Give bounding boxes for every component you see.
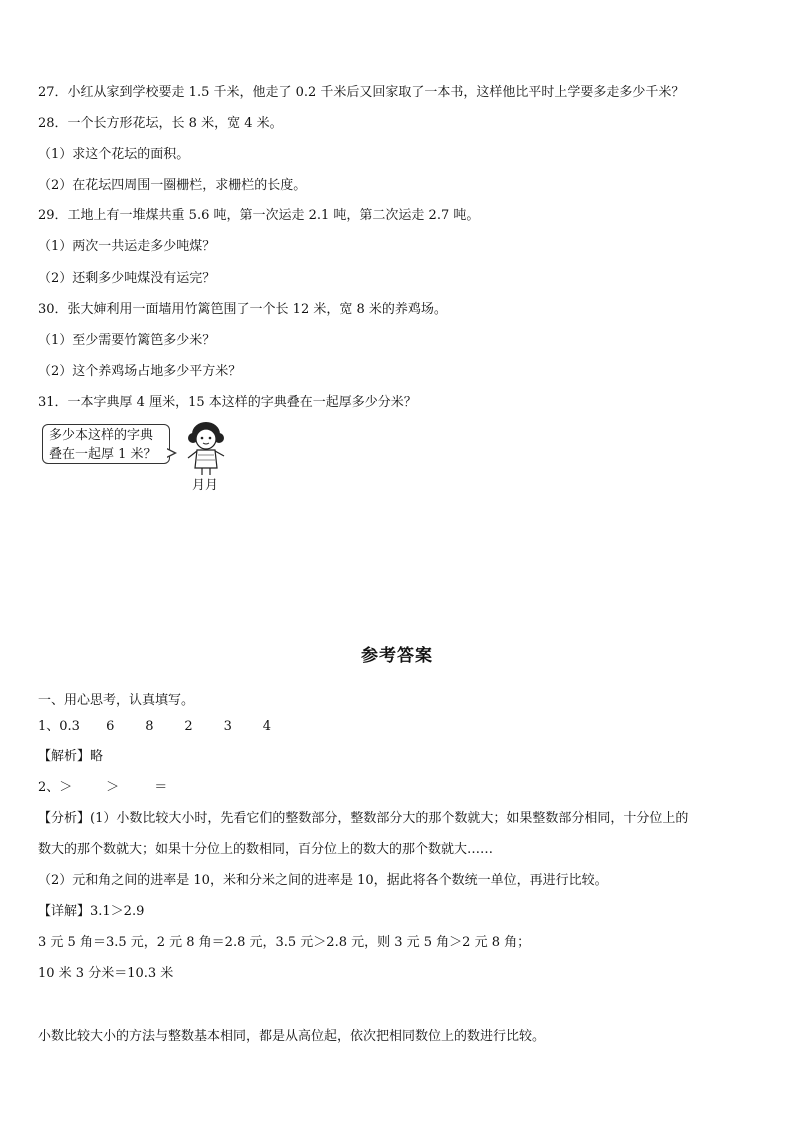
question-29-part-2: （2）还剩多少吨煤没有运完？ (38, 271, 216, 286)
speech-bubble (42, 424, 170, 464)
answer-1-value: 2 (184, 719, 193, 734)
question-30-part-2: （2）这个养鸡场占地多少平方米？ (38, 364, 242, 379)
answer-2-analysis-line-2: 数大的那个数就大；如果十分位上的数相同，百分位上的数大的那个数就大…… (38, 842, 494, 857)
girl-name-label: 月月 (192, 478, 219, 493)
answer-1-value: 6 (106, 719, 115, 734)
answer-2-analysis-line-1: 【分析】(1）小数比较大小时，先看它们的整数部分，整数部分大的那个数就大；如果整数部分相同，十分位上的 (38, 811, 689, 826)
answer-2-label: 2、＞ (38, 780, 73, 795)
answer-2-detail: 【详解】3.1＞2.9 (38, 904, 145, 919)
answer-1-analysis: 【解析】略 (38, 749, 104, 764)
answer-2-detail-line-2: 3 元 5 角＝3.5 元，2 元 8 角＝2.8 元，3.5 元＞2.8 元，则 3 元 5 角＞2 元 8 角； (38, 935, 531, 950)
speech-bubble-tail-fill (166, 449, 174, 457)
speech-bubble-line-1: 多少本这样的字典 (49, 428, 154, 443)
question-30: 30．张大婶利用一面墙用竹篱笆围了一个长 12 米，宽 8 米的养鸡场。 (38, 302, 447, 317)
girl-illustration-icon (178, 420, 234, 476)
answer-2-row (38, 779, 189, 797)
answer-1-row (38, 718, 298, 736)
answer-1-label: 1、0.3 (38, 719, 80, 734)
answer-1-value: 3 (223, 719, 232, 734)
answer-2-detail-line-3: 10 米 3 分米＝10.3 米 (38, 966, 174, 981)
question-28-part-2: （2）在花坛四周围一圈栅栏，求栅栏的长度。 (38, 178, 307, 193)
question-30-part-1: （1）至少需要竹篱笆多少米？ (38, 333, 216, 348)
question-28-part-1: （1）求这个花坛的面积。 (38, 147, 190, 162)
question-28: 28．一个长方形花坛，长 8 米，宽 4 米。 (38, 116, 283, 131)
answer-2-analysis-line-3: （2）元和角之间的进率是 10，米和分米之间的进率是 10，据此将各个数统一单位，再进行比较。 (38, 873, 608, 888)
answer-2-value: ＝ (154, 780, 168, 795)
question-27: 27．小红从家到学校要走 1.5 千米，他走了 0.2 千米后又回家取了一本书，这样他比平时上学要多走多少千米？ (38, 85, 685, 100)
answer-1-value: 4 (262, 719, 271, 734)
question-29: 29．工地上有一堆煤共重 5.6 吨，第一次运走 2.1 吨，第二次运走 2.7 吨。 (38, 208, 480, 223)
speech-bubble-line-2: 叠在一起厚 1 米？ (49, 447, 157, 462)
answer-2-value: ＞ (106, 780, 120, 795)
answer-2-summary: 小数比较大小的方法与整数基本相同，都是从高位起，依次把相同数位上的数进行比较。 (38, 1029, 546, 1044)
question-29-part-1: （1）两次一共运走多少吨煤？ (38, 239, 216, 254)
answer-1-value: 8 (145, 719, 154, 734)
question-31-figure (38, 420, 238, 496)
answers-section-1-heading: 一、用心思考，认真填写。 (38, 693, 195, 708)
question-31: 31．一本字典厚 4 厘米，15 本这样的字典叠在一起厚多少分米？ (38, 395, 417, 410)
answers-title: 参考答案 (361, 646, 433, 666)
